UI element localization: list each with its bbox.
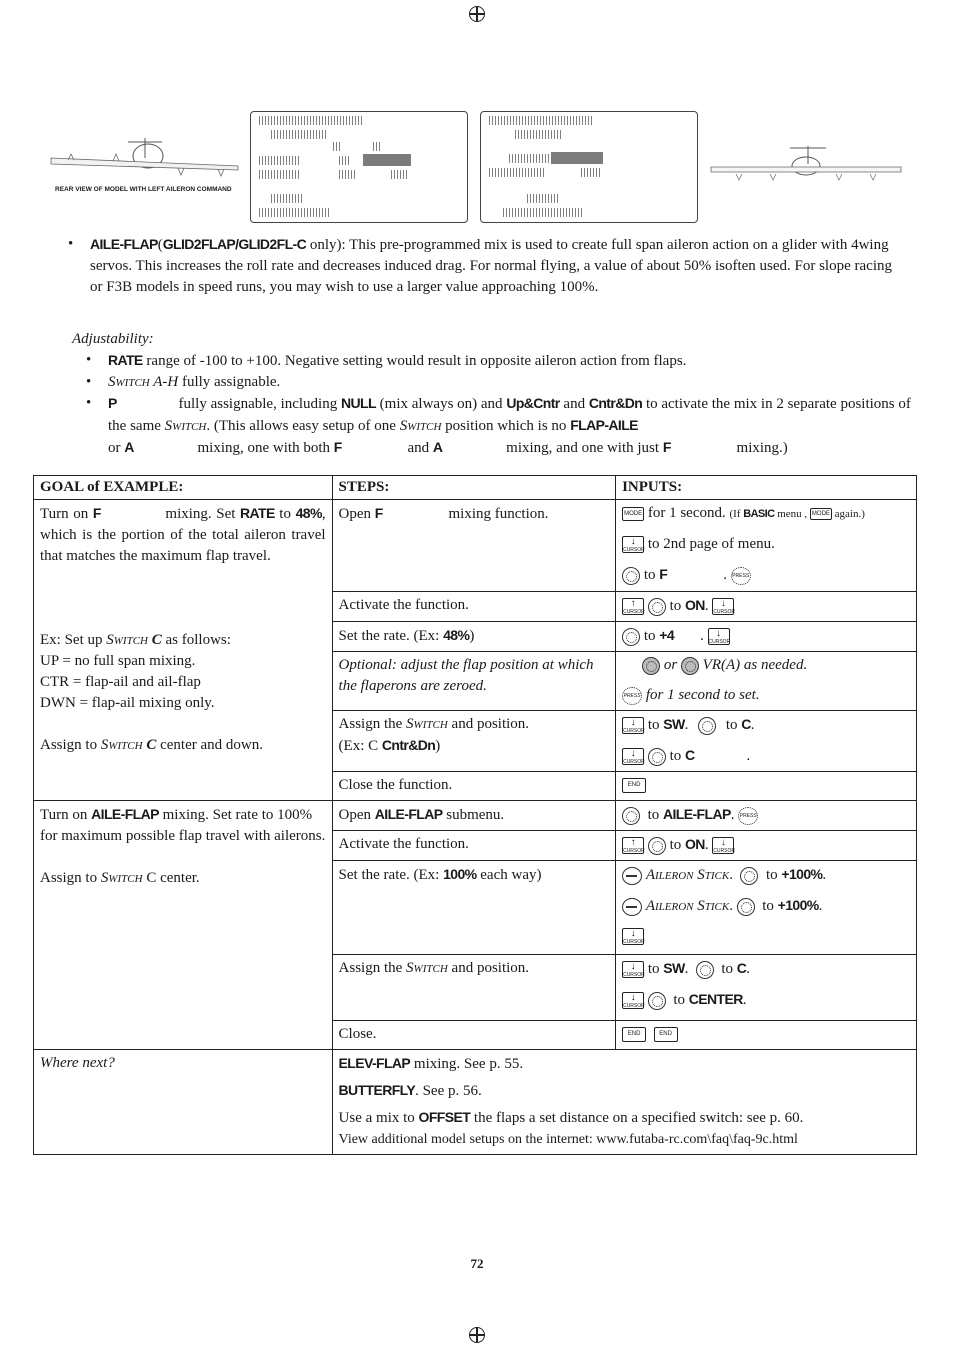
where-line-3b: the flaps a set distance on a specified switch: see p. 60. bbox=[470, 1110, 804, 1126]
press-icon[interactable]: PRESS bbox=[738, 807, 758, 825]
input-or: or bbox=[663, 657, 678, 673]
keyword-on: ON bbox=[685, 597, 705, 613]
glider-rear-view-right bbox=[708, 144, 904, 192]
inputs-open-f bbox=[616, 500, 917, 592]
inputs-close-2 bbox=[616, 1021, 917, 1050]
keyword-sw: SW bbox=[663, 716, 685, 732]
end-key[interactable]: END bbox=[622, 778, 646, 793]
table-row bbox=[34, 1050, 917, 1155]
step7-b: submenu. bbox=[442, 807, 505, 823]
step9-a: Set the rate. (Ex: bbox=[338, 867, 444, 883]
dial-icon[interactable] bbox=[648, 748, 666, 766]
dial-right-icon[interactable] bbox=[681, 657, 699, 675]
step7-keyword: AILE-FLAP bbox=[374, 806, 443, 822]
input-to: to bbox=[647, 717, 664, 733]
step9-b: each way) bbox=[476, 867, 542, 883]
inputs-optional bbox=[616, 652, 917, 711]
dial-icon[interactable] bbox=[622, 807, 640, 825]
switch-word: Switch bbox=[108, 374, 150, 390]
position-text-c: to activate the mix in 2 separate positions of the same bbox=[108, 396, 911, 434]
input-to: to bbox=[762, 898, 778, 914]
keyword-flap-aile: FLAP-AILE bbox=[570, 417, 638, 433]
keyword-plus4: +4 bbox=[659, 627, 675, 643]
goal1-switch-2: Switch bbox=[100, 737, 143, 753]
goal1-text-d: , which is the portion of the total aileron travel that matches the maximum flap travel. bbox=[40, 506, 326, 564]
step-set-rate-2 bbox=[332, 861, 616, 955]
and-text: and bbox=[559, 396, 589, 412]
step-open-aile-flap bbox=[332, 801, 616, 831]
input-to: to bbox=[647, 807, 663, 823]
adjustability-label: Adjustability: bbox=[72, 331, 154, 347]
where-line-3a: Use a mix to bbox=[338, 1110, 419, 1126]
description-text: only): This pre-programmed mix is used to create full span aileron action on a glider with 4wing servos. This increases the roll rate and decreases induced drag. For normal flying, a value of about 50% isoften used. For slope racing or F3B models in speed runs, you may wish to use a larger value approaching 100%. bbox=[90, 237, 892, 295]
press-icon[interactable]: PRESS bbox=[622, 687, 642, 705]
keyword-center: CENTER bbox=[688, 991, 743, 1007]
input-to: to bbox=[647, 961, 664, 977]
inputs-set-rate: to +4 . ↓ CURSOR bbox=[616, 622, 917, 652]
where-line-1: mixing. See p. 55. bbox=[410, 1056, 524, 1072]
registration-mark-top bbox=[469, 6, 485, 22]
goal2-assign-b: C center. bbox=[142, 870, 200, 886]
step1-b: mixing function. bbox=[444, 506, 549, 522]
keyword-cntr-dn: Cntr&Dn bbox=[588, 395, 643, 411]
step9-keyword: 100% bbox=[443, 866, 477, 882]
input-to: to bbox=[669, 748, 685, 764]
keyword-c: C bbox=[741, 716, 751, 732]
input1-d: again.) bbox=[831, 508, 865, 520]
inputs-open-aile-flap: to AILE-FLAP. PRESS bbox=[616, 801, 917, 831]
or-text: or bbox=[108, 440, 125, 456]
goal2-assign-a: Assign to bbox=[40, 870, 101, 886]
position-text-a: fully assignable, including bbox=[174, 396, 341, 412]
cursor-down-key[interactable]: ↓ CURSOR bbox=[623, 961, 645, 979]
inputs-activate: ↑ CURSOR to ON. ↓ CURSOR bbox=[616, 592, 917, 622]
end-key[interactable]: END bbox=[622, 1027, 646, 1042]
position-text-d: . (This allows easy setup of one bbox=[206, 418, 400, 434]
cursor-up-key[interactable]: ↑ CURSOR bbox=[623, 837, 645, 855]
dial-icon[interactable] bbox=[622, 567, 640, 585]
inputs-set-rate-2: Aileron Stick. to +100%. Aileron Stick. to +100%. ↓ CURSOR bbox=[616, 861, 917, 955]
adjustability-section: Adjustability: • RATE range of -100 to +100. Negative setting would result in opposite aileron action from flaps. • Switch A-H fully assignable. • P fully assignable, including NULL (mix always on) and Up&Cntr and Cntr&Dn to activate the mix in 2 separate positions of the same Switch. (This allows easy setup of one Switch position which is no FLAP-AILE or A mixing, one with both F and A mixing, and one with just F mixing.) bbox=[72, 331, 911, 456]
position-text-f: mixing, one with both bbox=[193, 440, 334, 456]
goal1-up: UP = no full span mixing. bbox=[40, 653, 196, 669]
goal1-keyword-rate: RATE bbox=[240, 505, 275, 521]
step5-d: ) bbox=[435, 738, 441, 754]
step5-b: and position. bbox=[447, 716, 530, 732]
dial-icon[interactable] bbox=[740, 867, 758, 885]
dial-icon[interactable] bbox=[737, 898, 755, 916]
keyword-a: A bbox=[124, 439, 134, 455]
step10-switch: Switch bbox=[406, 960, 448, 976]
cursor-down-key[interactable]: ↓ CURSOR bbox=[713, 837, 735, 855]
switch-word-3: Switch bbox=[399, 418, 442, 434]
switch-text: fully assignable. bbox=[178, 374, 281, 390]
input-to: to bbox=[673, 992, 689, 1008]
position-text-b: (mix always on) and bbox=[375, 396, 507, 412]
goal1-assign-b: center and down. bbox=[156, 737, 263, 753]
goal2-a: Turn on bbox=[40, 807, 92, 823]
inputs-assign-switch-2: ↓ CURSOR to SW. to C. ↓ CURSOR to CENTER. bbox=[616, 955, 917, 1021]
cursor-down-key[interactable]: ↓ CURSOR bbox=[623, 717, 645, 735]
where-next-content bbox=[332, 1050, 916, 1155]
position-text-e: position which is no bbox=[441, 418, 571, 434]
keyword-null: NULL bbox=[340, 395, 376, 411]
keyword-c-2: C bbox=[685, 747, 695, 763]
input1-b: (If bbox=[729, 508, 744, 520]
step5-a: Assign the bbox=[338, 716, 407, 732]
inputs-assign-switch: ↓ CURSOR to SW. to C. ↓ CURSOR to C . bbox=[616, 711, 917, 772]
table-header-row bbox=[34, 476, 917, 500]
where-line-2: . See p. 56. bbox=[415, 1083, 482, 1099]
press-icon[interactable]: PRESS bbox=[731, 567, 751, 585]
step5-c: (Ex: C bbox=[338, 738, 382, 754]
step5-keyword: Cntr&Dn bbox=[381, 737, 436, 753]
input-vra: VR(A) as needed. bbox=[702, 657, 808, 673]
keyword-glid2flap: GLID2FLAP/GLID2FL-C bbox=[162, 236, 307, 252]
input1-a: for 1 second. bbox=[647, 505, 726, 521]
header-steps: STEPS: bbox=[332, 476, 616, 500]
page-number: 72 bbox=[470, 1256, 484, 1271]
aileron-stick-left-icon[interactable] bbox=[622, 898, 642, 916]
switch-word-2: Switch bbox=[164, 418, 207, 434]
left-figure-caption: REAR VIEW OF MODEL WITH LEFT AILERON COMMAND bbox=[55, 186, 232, 193]
goal1-switch-c: C bbox=[147, 632, 162, 648]
dial-icon[interactable] bbox=[648, 598, 666, 616]
goal1-ex-a: Ex: Set up bbox=[40, 632, 107, 648]
input1-c: menu , bbox=[774, 508, 810, 520]
keyword-f-2: F bbox=[662, 439, 671, 455]
goal1-assign-a: Assign to bbox=[40, 737, 101, 753]
keyword-up-cntr: Up&Cntr bbox=[506, 395, 560, 411]
input3-dot: . bbox=[723, 567, 727, 583]
goal2-b: mixing. Set rate to 100% for maximum possible flap travel with ailerons. bbox=[40, 807, 326, 844]
where-next-label: Where next? bbox=[34, 1050, 333, 1155]
cursor-down-key[interactable]: ↓ CURSOR bbox=[708, 628, 731, 646]
inputs-activate-2: ↑ CURSOR to ON. ↓ CURSOR bbox=[616, 831, 917, 861]
step-optional: Optional: adjust the flap position at which the flaperons are zeroed. bbox=[332, 652, 616, 711]
goal1-switch: Switch bbox=[106, 632, 148, 648]
step-open-f bbox=[332, 500, 616, 592]
keyword-a-2: A bbox=[432, 439, 443, 455]
goal1-ex-b: as follows: bbox=[161, 632, 231, 648]
goal1-text-c: to bbox=[274, 506, 296, 522]
step3-a: Set the rate. (Ex: bbox=[338, 628, 444, 644]
step5-switch: Switch bbox=[406, 716, 448, 732]
input3-to: to bbox=[643, 567, 660, 583]
table-row bbox=[34, 801, 917, 831]
step-activate-2: Activate the function. bbox=[332, 831, 616, 861]
aileron-stick-label: Aileron Stick bbox=[645, 867, 730, 883]
goal2-switch: Switch bbox=[100, 870, 143, 886]
step-set-rate bbox=[332, 622, 616, 652]
input-to: to bbox=[643, 628, 660, 644]
registration-mark-bottom bbox=[469, 1327, 485, 1343]
dial-icon[interactable] bbox=[648, 992, 666, 1010]
keyword-f: F bbox=[333, 439, 342, 455]
input-to-2: to bbox=[721, 961, 737, 977]
step-assign-switch-2 bbox=[332, 955, 616, 1021]
mode-key[interactable]: MODE bbox=[622, 507, 644, 521]
goal1-ctr: CTR = flap-ail and ail-flap bbox=[40, 674, 201, 690]
keyword-plus100-2: +100% bbox=[777, 897, 819, 913]
goal1-switch-c-2: C bbox=[142, 737, 157, 753]
aileron-stick-label-2: Aileron Stick bbox=[645, 898, 730, 914]
step1-a: Open bbox=[338, 506, 375, 522]
cursor-down-key[interactable]: ↓ CURSOR bbox=[623, 992, 645, 1010]
goal-2 bbox=[34, 801, 333, 1050]
keyword-aile-flap: AILE-FLAP bbox=[90, 236, 158, 252]
and-text-2: and bbox=[403, 440, 433, 456]
keyword-aile-flap: AILE-FLAP bbox=[663, 806, 731, 822]
goal2-keyword: AILE-FLAP bbox=[91, 806, 159, 822]
dial-icon[interactable] bbox=[698, 717, 716, 735]
keyword-c: C bbox=[736, 960, 747, 976]
glider-rear-view-left-aileron bbox=[48, 136, 242, 192]
goal1-dwn: DWN = flap-ail mixing only. bbox=[40, 695, 215, 711]
switch-range: A-H bbox=[149, 374, 179, 390]
dial-icon[interactable] bbox=[696, 961, 714, 979]
dial-icon[interactable] bbox=[648, 837, 666, 855]
keyword-sw: SW bbox=[663, 960, 685, 976]
input3-keyword-f: F bbox=[659, 566, 668, 582]
step-activate: Activate the function. bbox=[332, 592, 616, 622]
cursor-down-key[interactable]: ↓ CURSOR bbox=[623, 928, 645, 946]
cursor-down-key[interactable]: ↓ CURSOR bbox=[623, 748, 645, 766]
keyword-butterfly[interactable]: BUTTERFLY bbox=[338, 1082, 416, 1098]
keyword-rate: RATE bbox=[108, 352, 143, 368]
input-to: to bbox=[669, 598, 685, 614]
lcd-screen-1 bbox=[250, 111, 468, 223]
keyword-elev-flap[interactable]: ELEV-FLAP bbox=[338, 1055, 411, 1071]
step7-a: Open bbox=[338, 807, 375, 823]
dial-icon[interactable] bbox=[622, 628, 640, 646]
cursor-down-key[interactable]: ↓ CURSOR bbox=[623, 536, 645, 554]
position-text-h: mixing.) bbox=[732, 440, 788, 456]
position-text-g: mixing, and one with just bbox=[502, 440, 663, 456]
table-row bbox=[34, 500, 917, 592]
input-to-2: to bbox=[725, 717, 742, 733]
where-line-4[interactable]: View additional model setups on the internet: www.futaba-rc.com\faq\faq-9c.html bbox=[338, 1132, 798, 1147]
goal-1 bbox=[34, 500, 333, 801]
cursor-up-key[interactable]: ↑ CURSOR bbox=[623, 598, 645, 616]
lcd-screen-2 bbox=[480, 111, 698, 223]
input-to: to bbox=[765, 867, 782, 883]
keyword-on: ON bbox=[685, 836, 705, 852]
aileron-stick-right-icon[interactable] bbox=[622, 867, 642, 885]
goal1-keyword-f: F bbox=[92, 505, 101, 521]
keyword-basic: BASIC bbox=[743, 508, 775, 520]
input-for1: for 1 second to set. bbox=[645, 687, 760, 703]
step10-a: Assign the bbox=[338, 960, 407, 976]
input2: to 2nd page of menu. bbox=[647, 536, 775, 552]
step10-b: and position. bbox=[447, 960, 530, 976]
header-goal: GOAL of EXAMPLE: bbox=[34, 476, 333, 500]
goal1-text-b: mixing. Set bbox=[160, 506, 241, 522]
step-close-2: Close. bbox=[332, 1021, 616, 1050]
step1-keyword-f: F bbox=[374, 505, 383, 521]
keyword-position: P bbox=[108, 395, 117, 411]
keyword-plus100: +100% bbox=[781, 866, 823, 882]
cursor-down-key[interactable]: ↓ CURSOR bbox=[713, 598, 735, 616]
goal1-text-a: Turn on bbox=[40, 506, 93, 522]
goal1-keyword-pct: 48% bbox=[295, 505, 322, 521]
header-inputs: INPUTS: bbox=[616, 476, 917, 500]
dial-left-icon[interactable] bbox=[642, 657, 660, 675]
inputs-close bbox=[616, 772, 917, 801]
input-to: to bbox=[669, 837, 685, 853]
example-table bbox=[33, 475, 917, 1155]
rate-text: range of -100 to +100. Negative setting would result in opposite aileron action from flaps. bbox=[142, 353, 687, 369]
step3-b: ) bbox=[469, 628, 475, 644]
step-assign-switch bbox=[332, 711, 616, 772]
mode-key-2[interactable]: MODE bbox=[810, 508, 832, 520]
step3-keyword: 48% bbox=[443, 627, 470, 643]
keyword-offset[interactable]: OFFSET bbox=[418, 1109, 471, 1125]
end-key-2[interactable]: END bbox=[654, 1027, 678, 1042]
step-close: Close the function. bbox=[332, 772, 616, 801]
aile-flap-description: • AILE-FLAP(GLID2FLAP/GLID2FL-C only): This pre-programmed mix is used to create full span aileron action on a glider with 4wing servos. This increases the roll rate and decreases induced drag. For normal flying, a value of about 50% isoften used. For slope racing or F3B models in speed runs, you may wish to use a larger value approaching 100%. bbox=[68, 236, 892, 295]
